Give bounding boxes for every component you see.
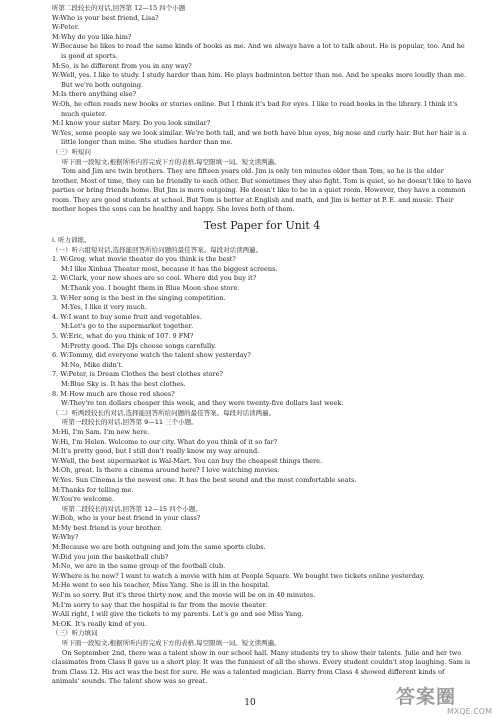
section-3b-instruction: 听下面一段短文,根据所听内容完成下方的表格,每空限填一词。短文读两遍。: [62, 639, 281, 647]
page-content: [52, 4, 472, 687]
dialogue-line: W:Oh, he often reads new books or stories online. But I think it's bad for eyes. I like to read books in the library. I think it's much quieter.: [52, 99, 458, 118]
dialogue-line: 3. W:Her song is the best in the singing competition.: [52, 293, 226, 302]
dialogue-line: W:Hi, I'm Helen. Welcome to our city. What do you think of it so far?: [52, 437, 278, 446]
short-dialogues: [52, 255, 472, 409]
dialogue-line: W:Did you join the basketball club?: [52, 552, 169, 561]
section-2-sub2: 听第二段较长的对话,回答第 12—15 四个小题。: [62, 504, 202, 513]
dialogue-line: 6. W:Tommy, did everyone watch the talent show yesterday?: [52, 351, 251, 360]
dialogue-line: M:Because we are both outgoing and join the same sports clubs.: [52, 543, 266, 552]
dialogue-line: M:I'm sorry to say that the hospital is far from the movie theater.: [52, 600, 268, 609]
passage-talent-show: On September 2nd, there was a talent show in our school hall. Many students try to show their talents. Julie and her two classmates from Class 8 gave us a short play. It was the funniest of all the shows. Every student couldn't stop laughing. Sam is from Class 12. His act was the best for sure. He was a talented magician. Barry from Class 4 showed different kinds of animals' sounds. The talent show was so great.: [52, 648, 471, 686]
dialogue-line: M:Oh, great. Is there a cinema around here? I love watching movies.: [52, 466, 280, 475]
passage-twins: Tom and Jim are twin brothers. They are fifteen years old. Jim is only ten minutes older than Tom, so he is the elder brother. Most of time, they can be friendly to each other. But sometimes they also fight. Tom is quiet, so he doesn't like to have parties or bring friends home. But Jim is more outgoing. He doesn't like to be in a quiet room. However, they have a common room. They are good students at school. But Tom is better at English and math, and Jim is better at P. E. and music. Their mother hopes the sons can be healthy and happy. She loves both of them.: [52, 167, 472, 214]
conversation-2: [52, 514, 472, 629]
dialogue-line: M:Why do you like him?: [52, 32, 132, 41]
dialogue-line: M:No, we are in the same group of the football club.: [52, 562, 226, 571]
dialogue-line: W:Bob, who is your best friend in your class?: [52, 514, 201, 523]
dialogue-line: 7. W:Peter, is Dream Clothes the best clothes store?: [52, 370, 223, 379]
dialogue-line: M:Yes, I like it very much.: [61, 303, 147, 312]
dialogue-line: M:No, Mike didn't.: [61, 360, 124, 369]
dialogue-line: M:OK. It's really kind of you.: [52, 619, 147, 628]
dialogue-line: M:Thank you. I bought them in Blue Moon shoe store.: [61, 284, 240, 293]
dialogue-line: 4. W:I want to buy some fruit and vegetables.: [52, 312, 202, 321]
watermark-text: 答案圈: [396, 686, 457, 708]
dialogue-line: 听第二段较长的对话,回答第 12—15 四个小题: [52, 4, 186, 12]
dialogue-line: M:I know your sister Mary. Do you look similar?: [52, 119, 211, 128]
dialogue-line: M:Let's go to the supermarket together.: [61, 322, 194, 331]
part-1-heading: Ⅰ. 听力训练。: [52, 236, 91, 245]
watermark-logo: [396, 682, 492, 716]
dialogue-line: W:They're ten dollars cheaper this week, and they were twenty-five dollars last week.: [61, 399, 344, 408]
dialogue-line: W:Where is he now? I want to watch a movie with him at People Square. We bought two tickets online yesterday.: [52, 571, 425, 580]
dialogue-line: W:Who is your best friend, Lisa?: [52, 13, 159, 22]
dialogue-line: M:Hi, I'm Sam. I'm new here.: [52, 427, 150, 436]
section-3-heading: （三）听短问: [52, 147, 91, 156]
dialogue-line: W:You're welcome.: [52, 495, 115, 504]
dialogue-line: W:I'm so sorry. But it's three thirty now, and the movie will be on in 40 minutes.: [52, 591, 316, 600]
dialogue-line: M:Pretty good. The DJs choose songs carefully.: [61, 341, 217, 350]
top-dialogue: [52, 4, 472, 148]
dialogue-line: M:It's pretty good, but I still don't really know my way around.: [52, 447, 260, 456]
dialogue-line: M:He went to see his teacher, Miss Yang. She is ill in the hospital.: [52, 581, 270, 590]
watermark-url: MXQE.COM: [446, 707, 492, 716]
dialogue-line: W:Well, yes. I like to study. I study harder than him. He plays badminton better than me. And he speaks more loudly than me. But we're both outgoing.: [52, 71, 467, 89]
dialogue-line: M:Blue Sky is. It has the best clothes.: [61, 379, 186, 388]
dialogue-line: M:I like Xinhua Theater most, because it has the biggest screens.: [61, 264, 278, 273]
dialogue-line: M:My best friend is your brother.: [52, 523, 162, 532]
dialogue-line: M:Is there anything else?: [52, 90, 137, 99]
dialogue-line: 1. W:Greg, what movie theater do you think is the best?: [52, 255, 236, 264]
dialogue-line: 8. M:How much are those red shoes?: [52, 389, 175, 398]
page-number: 10: [244, 698, 256, 708]
dialogue-line: W:Well, the best supermarket is Wal-Mart. You can buy the cheapest things there.: [52, 456, 323, 465]
conversation-1: [52, 428, 472, 505]
dialogue-line: W:Because he likes to read the same kinds of books as me. And we always have a lot to talk about. He is popular, too. And he is good at sports.: [52, 42, 465, 60]
test-title: Test Paper for Unit 4: [203, 219, 321, 233]
section-2-sub1: 听第一段较长的对话,回答第 9—11 三个小题。: [62, 418, 198, 427]
dialogue-line: 2. W:Clark, your new shoes are so cool. Where did you buy it?: [52, 274, 257, 283]
dialogue-line: W:Yes, some people say we look similar. We're both tall, and we both have blue eyes, big nose and curly hair. But her hair is a little longer than mine. She studies harder than me.: [52, 128, 467, 147]
dialogue-line: M:So, is he different from you in any way?: [52, 61, 192, 70]
section-1-heading: （一）听六组短对话,选择能回答所给问题的最佳答案。每段对话读两遍。: [52, 245, 263, 254]
section-3-instruction: 听下面一段短文,根据所听内容完成下方的表格,每空限填一词。短文读两遍。: [62, 157, 281, 166]
dialogue-line: W:Peter.: [52, 23, 80, 32]
dialogue-line: M:Thanks for telling me.: [52, 485, 134, 494]
section-2-heading: （二）听两段较长的对话,选择能回答所给问题的最佳答案。每段对话读两遍。: [52, 408, 276, 417]
dialogue-line: W:All right, I will give the tickets to my parents. Let's go and see Miss Yang.: [52, 610, 304, 619]
dialogue-line: W:Why?: [52, 533, 79, 542]
dialogue-line: 5. W:Eric, what do you think of 107. 9 FM?: [52, 332, 194, 340]
section-3b-heading: （三）听力填词: [52, 629, 98, 638]
dialogue-line: W:Yes. Sun Cinema is the newest one. It has the best sound and the most comfortable seats.: [52, 475, 357, 484]
